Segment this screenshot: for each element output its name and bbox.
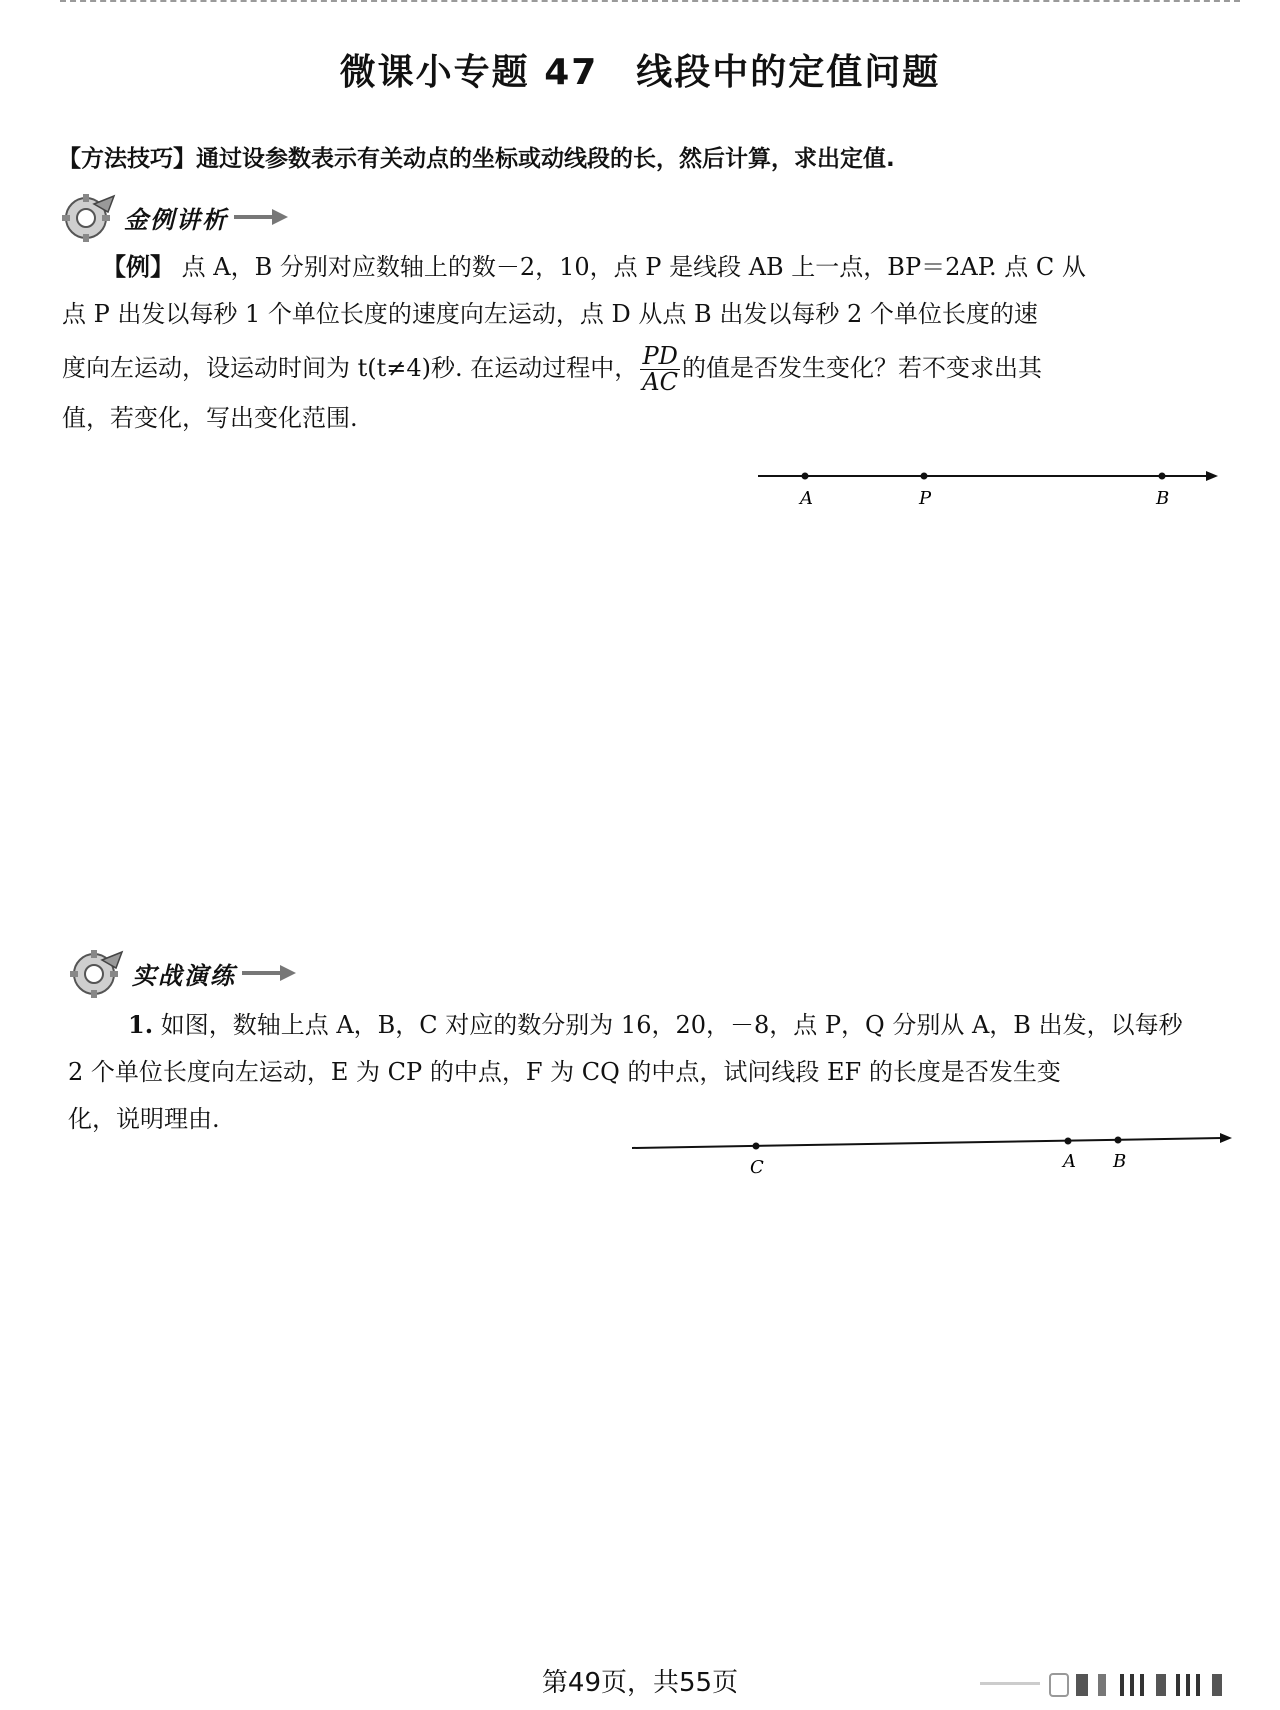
point-p-dot bbox=[921, 473, 928, 480]
point-b-dot bbox=[1159, 473, 1166, 480]
example-problem bbox=[62, 244, 1086, 442]
point-a-label: A bbox=[800, 488, 813, 509]
point-b-label: B bbox=[1156, 488, 1170, 509]
fraction-denominator: AC bbox=[642, 367, 678, 396]
example-line-3b: 的值是否发生变化？若不变求出其 bbox=[681, 353, 1042, 382]
axis-arrow-icon bbox=[1206, 471, 1218, 481]
exercise-number: 1. bbox=[128, 1010, 154, 1039]
point-a-dot bbox=[1065, 1138, 1072, 1145]
arrow-right-icon bbox=[234, 207, 290, 227]
exercise-number-line bbox=[628, 1128, 1234, 1178]
section-badge-practice bbox=[64, 948, 298, 998]
fraction-pd-ac bbox=[640, 341, 680, 396]
point-b-dot bbox=[1115, 1137, 1122, 1144]
point-a-dot bbox=[802, 473, 809, 480]
section-label: 金例讲析 bbox=[124, 205, 228, 234]
gear-emblem-icon bbox=[64, 948, 128, 998]
example-number-line bbox=[750, 462, 1220, 512]
axis-line bbox=[632, 1138, 1222, 1148]
page-footer: 第49页，共55页 bbox=[541, 1668, 739, 1698]
section-badge-example bbox=[56, 192, 290, 242]
point-a-label: A bbox=[1063, 1151, 1076, 1172]
exercise-1 bbox=[68, 1002, 1183, 1142]
point-b-label: B bbox=[1113, 1151, 1127, 1172]
point-p-label: P bbox=[919, 488, 932, 509]
page-title: 微课小专题 47 线段中的定值问题 bbox=[339, 52, 941, 93]
example-line-1: 点 A，B 分别对应数轴上的数－2，10，点 P 是线段 AB 上一点，BP＝2AP. 点 C 从 bbox=[181, 253, 1086, 281]
fraction-numerator: PD bbox=[640, 344, 680, 370]
example-line-2: 点 P 出发以每秒 1 个单位长度的速度向左运动，点 D 从点 B 出发以每秒 2 个单位长度的速 bbox=[62, 299, 1038, 328]
method-tip: 【方法技巧】通过设参数表示有关动点的坐标或动线段的长，然后计算，求出定值. bbox=[58, 146, 895, 172]
arrow-right-icon bbox=[242, 963, 298, 983]
top-dashed-rule bbox=[60, 0, 1240, 2]
exercise-line-3: 化，说明理由. bbox=[68, 1104, 220, 1133]
exercise-line-2: 2 个单位长度向左运动，E 为 CP 的中点，F 为 CQ 的中点，试问线段 EF 的长度是否发生变 bbox=[68, 1057, 1061, 1086]
gear-emblem-icon bbox=[56, 192, 120, 242]
exercise-line-1: 如图，数轴上点 A，B，C 对应的数分别为 16，20，－8，点 P，Q 分别从 A，B 出发，以每秒 bbox=[160, 1011, 1183, 1039]
point-c-label: C bbox=[750, 1157, 764, 1178]
axis-arrow-icon bbox=[1220, 1133, 1232, 1143]
example-line-3a: 度向左运动，设运动时间为 t(t≠4)秒. 在运动过程中， bbox=[62, 353, 639, 382]
section-label: 实战演练 bbox=[132, 961, 236, 990]
example-prefix: 【例】 bbox=[102, 253, 174, 281]
example-line-4: 值，若变化，写出变化范围. bbox=[62, 403, 358, 432]
point-c-dot bbox=[753, 1143, 760, 1150]
